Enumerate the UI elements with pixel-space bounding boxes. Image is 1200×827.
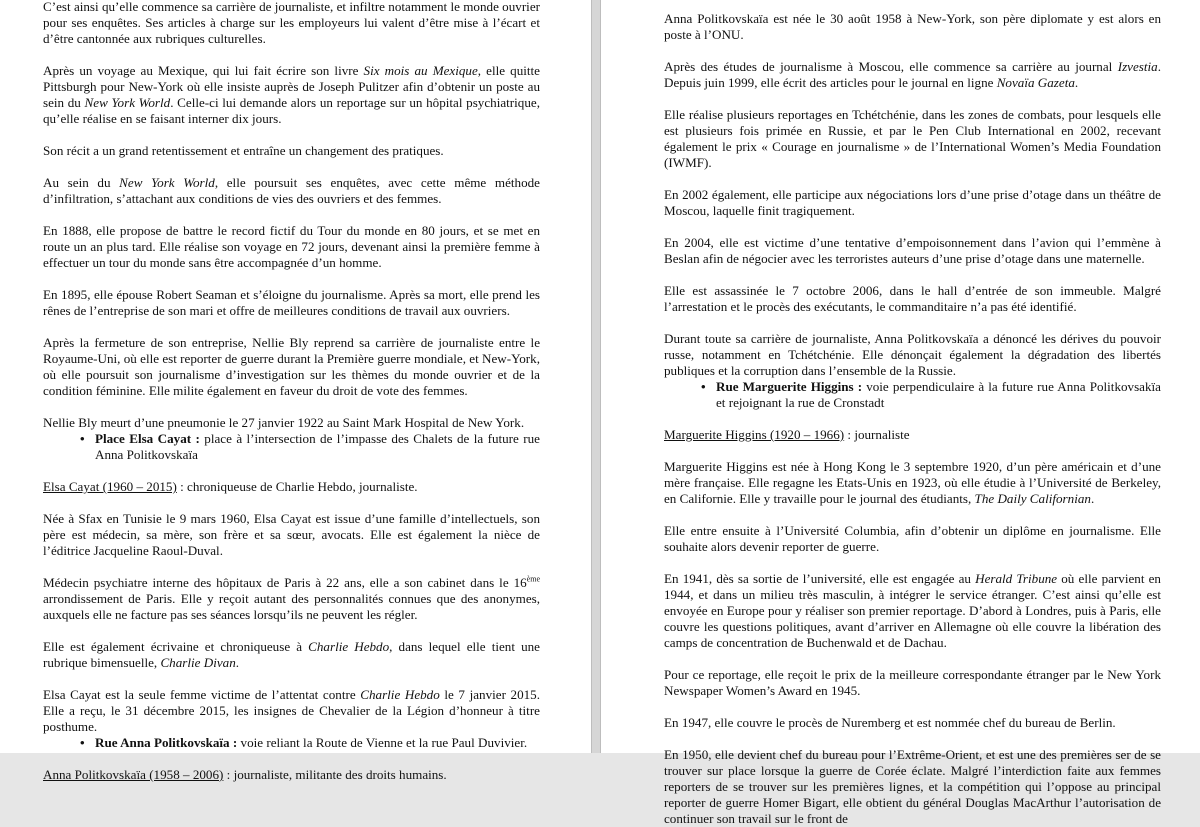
paragraph: En 1895, elle épouse Robert Seaman et s’éloigne du journalisme. Après sa mort, elle prend les rênes de l’entreprise de son mari et offre de meilleures conditions de travail aux ouvriers.	[43, 287, 540, 318]
paragraph: Au sein du New York World, elle poursuit ses enquêtes, avec cette même méthode d’infiltration, s’attachant aux conditions de vies des ouvriers et des femmes.	[43, 175, 540, 206]
paragraph: Pour ce reportage, elle reçoit le prix de la meilleure correspondante étranger par le New York Newspaper Women’s Award en 1945.	[664, 667, 1161, 698]
paragraph: En 2002 également, elle participe aux négociations lors d’une prise d’otage dans un théâtre de Moscou, laquelle finit tragiquement.	[664, 187, 1161, 218]
paragraph: En 1941, dès sa sortie de l’université, elle est engagée au Herald Tribune où elle parvient en 1944, et dans un milieu très masculin, à intégrer le service étranger. C’est ainsi qu’elle est envoyée en Europe pour y réaliser son premier reportage. D’abord à Londres, puis à Paris, elle couvre les questions politiques, avant d’arriver en Allemagne où elle couvre la libération des camps de concentration de Buchenwald et de Dachau.	[664, 571, 1161, 650]
paragraph: En 1950, elle devient chef du bureau pour l’Extrême-Orient, et est une des premières ser de se trouver sur place lorsque la guerre de Corée éclate. Malgré l’interdiction faite aux femmes reporters de se trouver sur les premières lignes, et la compétition qui l’oppose au principal reporter de guerre Homer Bigart, elle obtient du général Douglas MacArthur l’autorisation de continuer son travail sur le front de	[664, 747, 1161, 826]
paragraph: Nellie Bly meurt d’une pneumonie le 27 janvier 1922 au Saint Mark Hospital de New York.	[43, 415, 525, 430]
paragraph: Durant toute sa carrière de journaliste, Anna Politkovskaïa a dénoncé les dérives du pouvoir russe, notamment en Tchétchénie. Elle dénonçait également la dégradation des libertés publiques et la corruption dans l’ensemble de la Russie.	[664, 331, 1161, 378]
paragraph: Elle est assassinée le 7 octobre 2006, dans le hall d’entrée de son immeuble. Malgré l’arrestation et le procès des exécutants, le commanditaire n’a pas été identifié.	[664, 283, 1161, 314]
paragraph: En 2004, elle est victime d’une tentative d’empoisonnement dans l’avion qui l’emmène à Beslan afin de négocier avec les terroristes auteurs d’une prise d’otage dans une maternelle.	[664, 235, 1161, 266]
paragraph: En 1888, elle propose de battre le record fictif du Tour du monde en 80 jours, et se met en route un an plus tard. Elle réalise son voyage en 72 jours, devenant ainsi la première femme à effectuer un tour du monde sans être accompagnée d’un homme.	[43, 223, 540, 270]
paragraph: Son récit a un grand retentissement et entraîne un changement des pratiques.	[43, 143, 444, 158]
paragraph: Elle réalise plusieurs reportages en Tchétchénie, dans les zones de combats, pour lesquels elle est plusieurs fois primée en Russie, et par le Pen Club International en 2002, recevant également le prix « Courage en journalisme » de l’International Women’s Media Foundation (IWMF).	[664, 107, 1161, 170]
section-heading: Elsa Cayat (1960 – 2015) : chroniqueuse de Charlie Hebdo, journaliste.	[43, 479, 418, 494]
section-heading: Anna Politkovskaïa (1958 – 2006) : journaliste, militante des droits humains.	[43, 767, 447, 782]
paragraph: Après la fermeture de son entreprise, Nellie Bly reprend sa carrière de journaliste entre le Royaume-Uni, où elle est reporter de guerre durant la Première guerre mondiale, et New-York, où elle poursuit son journalisme d’investigation sur les thèmes du monde ouvrier et de la condition féminine. Elle milite également en faveur du droit de vote des femmes.	[43, 335, 540, 398]
bullet-list	[701, 379, 1161, 411]
paragraph: Marguerite Higgins est née à Hong Kong le 3 septembre 1920, d’un père américain et d’une mère française. Elle regagne les Etats-Unis en 1923, où elle étudie à l’Université de Berkeley, en Californie. Elle y travaille pour le journal des étudiants, The Daily Californian.	[664, 459, 1161, 506]
bullet-item-rue-anna-politkovskaia: • Rue Anna Politkovskaïa : voie reliant la Route de Vienne et la rue Paul Duvivier.	[80, 735, 540, 751]
paragraph: Elsa Cayat est la seule femme victime de l’attentat contre Charlie Hebdo le 7 janvier 2015. Elle a reçu, le 31 décembre 2015, les insignes de Chevalier de la Légion d’honneur à titre posthume.	[43, 687, 541, 734]
bullet-item-place-elsa-cayat: • Place Elsa Cayat : place à l’intersection de l’impasse des Chalets de la future rue Anna Politkovskaïa	[80, 431, 540, 463]
paragraph: Anna Politkovskaïa est née le 30 août 1958 à New-York, son père diplomate y est alors en poste à l’ONU.	[664, 11, 1161, 42]
page-left	[0, 0, 592, 782]
paragraph: Elle est également écrivaine et chroniqueuse à Charlie Hebdo, dans lequel elle tient une rubrique bimensuelle, Charlie Divan.	[43, 639, 540, 670]
left-column	[43, 0, 540, 783]
paragraph: Médecin psychiatre interne des hôpitaux de Paris à 22 ans, elle a son cabinet dans le 16ème arrondissement de Paris. Elle y reçoit autant des personnalités connues que des anonymes, auxquels elle ne facture pas ses séances lorsqu’ils ne peuvent les régler.	[43, 574, 540, 622]
right-column	[664, 11, 1161, 827]
page-gutter	[592, 0, 600, 753]
bullet-list	[80, 431, 540, 463]
paragraph: Elle entre ensuite à l’Université Columbia, afin d’obtenir un diplôme en journalisme. Elle souhaite alors devenir reporter de guerre.	[664, 523, 1161, 554]
section-heading: Marguerite Higgins (1920 – 1966) : journaliste	[664, 427, 910, 442]
paragraph: Après des études de journalisme à Moscou, elle commence sa carrière au journal Izvestia. Depuis juin 1999, elle écrit des articles pour le journal en ligne Novaïa Gazeta.	[664, 59, 1161, 90]
paragraph: Après un voyage au Mexique, qui lui fait écrire son livre Six mois au Mexique, elle quitte Pittsburgh pour New-York où elle insiste auprès de Joseph Pulitzer afin d’obtenir un poste au sein du New York World. Celle-ci lui demande alors un reportage sur un hôpital psychiatrique, qu’elle réalise en se faisant interner dix jours.	[43, 63, 540, 126]
page-right	[600, 0, 1200, 826]
paragraph: C’est ainsi qu’elle commence sa carrière de journaliste, et infiltre notamment le monde ouvrier pour ses enquêtes. Ses articles à charge sur les employeurs lui valent d’être mise à l’écart et d’être cantonnée aux rubriques culturelles.	[43, 0, 540, 46]
bullet-list	[80, 735, 540, 751]
bullet-item-rue-marguerite-higgins: • Rue Marguerite Higgins : voie perpendiculaire à la future rue Anna Politkovsakïa et rejoignant la rue de Cronstadt	[701, 379, 1161, 411]
paragraph: En 1947, elle couvre le procès de Nuremberg et est nommée chef du bureau de Berlin.	[664, 715, 1116, 730]
paragraph: Née à Sfax en Tunisie le 9 mars 1960, Elsa Cayat est issue d’une famille d’intellectuels, son père est médecin, sa mère, son frère et sa sœur, avocats. Elle est également la nièce de l’éditrice Jacqueline Raoul-Duval.	[43, 511, 540, 558]
